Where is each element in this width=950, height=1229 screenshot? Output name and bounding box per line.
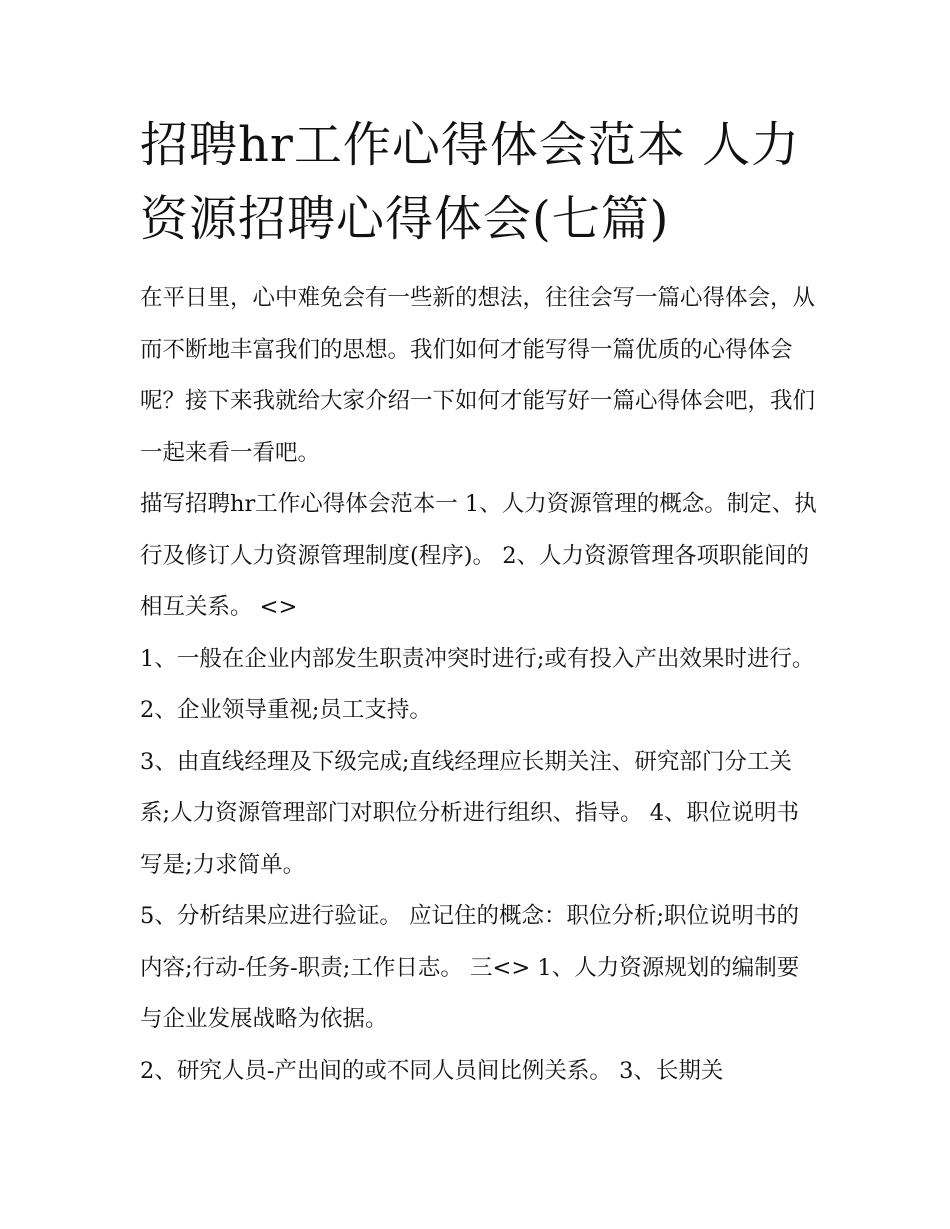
paragraph-intro: 在平日里，心中难免会有一些新的想法，往往会写一篇心得体会，从而不断地丰富我们的思想。我们如何才能写得一篇优质的心得体会呢？接下来我就给大家介绍一下如何才能写好一篇心得体会吧，我们一起来看一看吧。 xyxy=(140,285,816,466)
paragraph-item-3-4: 3、由直线经理及下级完成;直线经理应长期关注、研究部门分工关系;人力资源管理部门对职位分析进行组织、指导。 4、职位说明书写是;力求简单。 xyxy=(140,748,800,878)
paragraph-item-5: 5、分析结果应进行验证。 应记住的概念：职位分析;职位说明书的内容;行动-任务-职责;工作日志。 三<> 1、人力资源规划的编制要与企业发展战略为依据。 xyxy=(140,903,800,1032)
document-title: 招聘hr工作心得体会范本 人力资源招聘心得体会(七篇) xyxy=(140,117,801,247)
paragraph-sample-one: 描写招聘hr工作心得体会范本一 1、人力资源管理的概念。制定、执行及修订人力资源管理制度(程序)。 2、人力资源管理各项职能间的相互关系。 <> xyxy=(140,491,817,620)
paragraph-item-2-3: 2、研究人员-产出间的或不同人员间比例关系。 3、长期关 xyxy=(140,1057,724,1084)
document-body xyxy=(140,273,820,1097)
paragraph-item-1-2: 1、一般在企业内部发生职责冲突时进行;或有投入产出效果时进行。 2、企业领导重视;员工支持。 xyxy=(140,645,815,723)
